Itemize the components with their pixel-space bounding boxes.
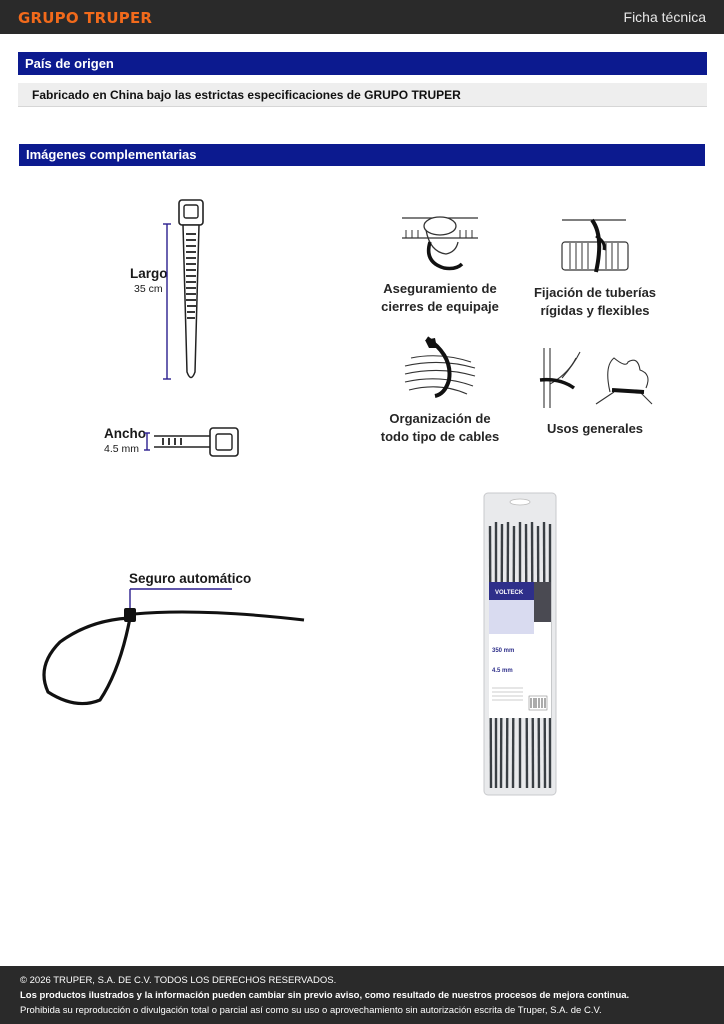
cable-tie-width-icon [142,425,242,459]
cable-bundle-icon [405,336,485,400]
luggage-zipper-icon [400,214,480,274]
use-caption-cables: Organización de todo tipo de cables [380,411,500,444]
use-caption-general: Usos generales [546,421,644,436]
general-use-icon [540,344,660,410]
images-heading: Imágenes complementarias [19,144,705,166]
package-width: 4.5 mm [492,668,513,674]
lock-label: Seguro automático [129,571,252,586]
pipe-icon [560,216,630,276]
footer-notice: Los productos ilustrados y la información pueden cambiar sin previo aviso, como resultado de nuestros procesos de mejora continua. [20,990,630,1001]
use-caption-pipes: Fijación de tuberías rígidas y flexibles [533,285,657,318]
origin-heading: País de origen [18,52,707,75]
package-brand: VOLTECK [495,590,524,596]
footer-copyright: © 2026 TRUPER, S.A. DE C.V. TODOS LOS DERECHOS RESERVADOS. [20,975,337,986]
use-caption-luggage: Aseguramiento de cierres de equipaje [381,281,499,314]
width-label: Ancho [104,426,146,441]
brand-logo: GRUPO TRUPER [18,9,153,27]
width-value: 4.5 mm [104,443,140,455]
package-photo [483,492,557,796]
length-value: 35 cm [134,283,163,295]
length-label: Largo [130,266,168,281]
top-bar [0,0,724,34]
document-type: Ficha técnica [623,9,706,25]
origin-text: Fabricado en China bajo las estrictas especificaciones de GRUPO TRUPER [18,83,707,107]
cable-tie-loop-icon [40,580,320,710]
cable-tie-icon [160,196,240,386]
footer [0,966,724,1024]
footer-prohibition: Prohibida su reproducción o divulgación total o parcial así como su uso o aprovechamiento sin autorización escrita de Truper, S.A. de C.V. [20,1005,602,1016]
package-length: 350 mm [492,648,515,654]
